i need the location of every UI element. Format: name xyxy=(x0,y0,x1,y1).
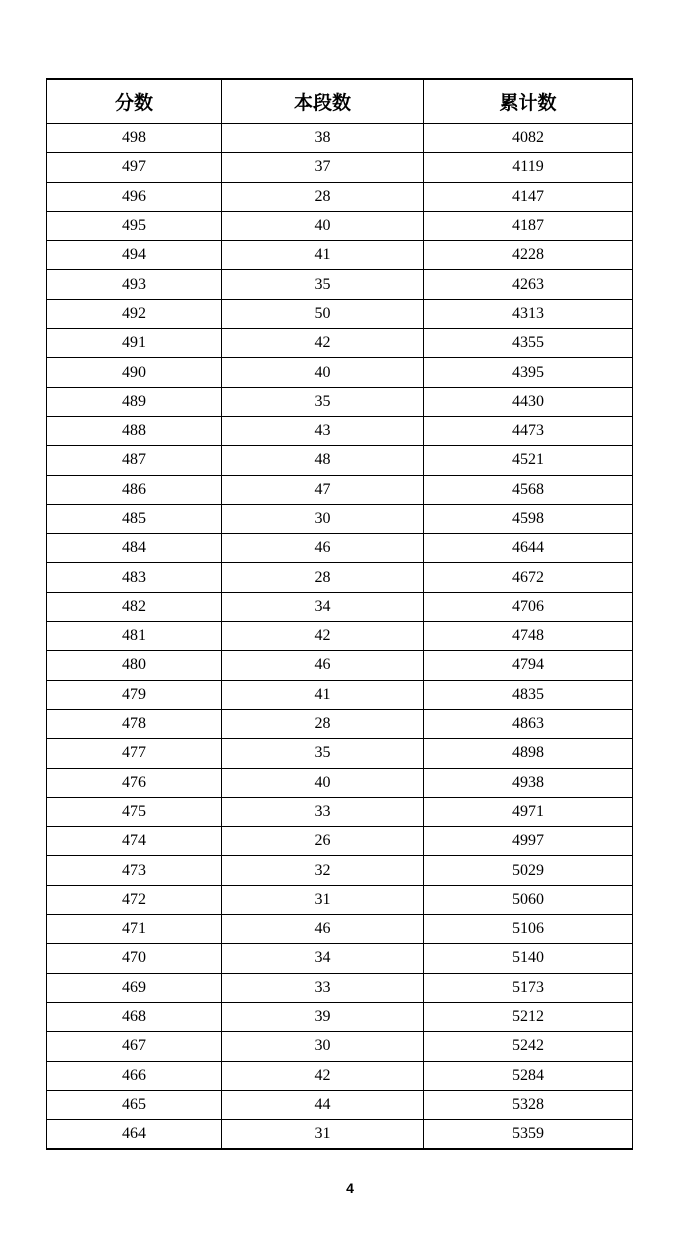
table-row xyxy=(47,1002,633,1031)
score-cell: 491 xyxy=(47,329,222,358)
score-cell: 485 xyxy=(47,504,222,533)
table-row xyxy=(47,1032,633,1061)
cumulative-count-cell: 5284 xyxy=(424,1061,633,1090)
cumulative-count-cell: 5359 xyxy=(424,1120,633,1150)
segment-count-cell: 41 xyxy=(222,241,424,270)
cumulative-count-cell: 4794 xyxy=(424,651,633,680)
page-number: 4 xyxy=(346,1180,354,1196)
segment-count-cell: 50 xyxy=(222,299,424,328)
table-row xyxy=(47,211,633,240)
score-cell: 478 xyxy=(47,709,222,738)
segment-count-cell: 28 xyxy=(222,709,424,738)
score-cell: 472 xyxy=(47,885,222,914)
score-cell: 471 xyxy=(47,915,222,944)
cumulative-count-cell: 5242 xyxy=(424,1032,633,1061)
segment-count-cell: 35 xyxy=(222,739,424,768)
score-cell: 486 xyxy=(47,475,222,504)
score-cell: 498 xyxy=(47,124,222,153)
score-distribution-table xyxy=(46,78,633,1150)
table-row xyxy=(47,768,633,797)
table-row xyxy=(47,504,633,533)
segment-count-cell: 42 xyxy=(222,622,424,651)
score-cell: 481 xyxy=(47,622,222,651)
table-row xyxy=(47,153,633,182)
segment-count-cell: 40 xyxy=(222,768,424,797)
score-cell: 464 xyxy=(47,1120,222,1150)
table-row xyxy=(47,124,633,153)
cumulative-count-cell: 4598 xyxy=(424,504,633,533)
score-cell: 473 xyxy=(47,856,222,885)
table-row xyxy=(47,680,633,709)
score-cell: 466 xyxy=(47,1061,222,1090)
score-cell: 476 xyxy=(47,768,222,797)
cumulative-count-cell: 5173 xyxy=(424,973,633,1002)
segment-count-cell: 28 xyxy=(222,182,424,211)
table-row xyxy=(47,739,633,768)
segment-count-cell: 46 xyxy=(222,651,424,680)
table-row xyxy=(47,534,633,563)
score-cell: 465 xyxy=(47,1090,222,1119)
cumulative-count-cell: 4898 xyxy=(424,739,633,768)
score-cell: 474 xyxy=(47,827,222,856)
segment-count-cell: 37 xyxy=(222,153,424,182)
segment-count-cell: 40 xyxy=(222,211,424,240)
table-row xyxy=(47,915,633,944)
cumulative-count-cell: 4147 xyxy=(424,182,633,211)
table-row xyxy=(47,856,633,885)
score-cell: 489 xyxy=(47,387,222,416)
table-row xyxy=(47,241,633,270)
cumulative-count-cell: 5212 xyxy=(424,1002,633,1031)
segment-count-cell: 44 xyxy=(222,1090,424,1119)
table-row xyxy=(47,973,633,1002)
segment-count-cell: 28 xyxy=(222,563,424,592)
cumulative-count-cell: 4082 xyxy=(424,124,633,153)
score-cell: 487 xyxy=(47,446,222,475)
segment-count-cell: 48 xyxy=(222,446,424,475)
table-row xyxy=(47,299,633,328)
segment-count-cell: 30 xyxy=(222,1032,424,1061)
segment-count-cell: 34 xyxy=(222,592,424,621)
cumulative-count-cell: 4748 xyxy=(424,622,633,651)
score-cell: 494 xyxy=(47,241,222,270)
segment-count-cell: 43 xyxy=(222,416,424,445)
segment-count-cell: 33 xyxy=(222,973,424,1002)
header-score: 分数 xyxy=(47,79,222,124)
score-cell: 493 xyxy=(47,270,222,299)
segment-count-cell: 31 xyxy=(222,1120,424,1150)
cumulative-count-cell: 4119 xyxy=(424,153,633,182)
cumulative-count-cell: 4313 xyxy=(424,299,633,328)
cumulative-count-cell: 5328 xyxy=(424,1090,633,1119)
table-row xyxy=(47,622,633,651)
score-cell: 492 xyxy=(47,299,222,328)
score-cell: 479 xyxy=(47,680,222,709)
segment-count-cell: 41 xyxy=(222,680,424,709)
cumulative-count-cell: 4863 xyxy=(424,709,633,738)
table-row xyxy=(47,387,633,416)
table-row xyxy=(47,416,633,445)
table-row xyxy=(47,827,633,856)
table-row xyxy=(47,475,633,504)
score-cell: 468 xyxy=(47,1002,222,1031)
cumulative-count-cell: 4971 xyxy=(424,797,633,826)
segment-count-cell: 31 xyxy=(222,885,424,914)
segment-count-cell: 33 xyxy=(222,797,424,826)
segment-count-cell: 46 xyxy=(222,915,424,944)
segment-count-cell: 40 xyxy=(222,358,424,387)
score-cell: 483 xyxy=(47,563,222,592)
table-row xyxy=(47,329,633,358)
table-row xyxy=(47,797,633,826)
table-row xyxy=(47,563,633,592)
header-cumulative-count: 累计数 xyxy=(424,79,633,124)
cumulative-count-cell: 4568 xyxy=(424,475,633,504)
cumulative-count-cell: 4187 xyxy=(424,211,633,240)
cumulative-count-cell: 4395 xyxy=(424,358,633,387)
cumulative-count-cell: 4355 xyxy=(424,329,633,358)
table-row xyxy=(47,885,633,914)
segment-count-cell: 35 xyxy=(222,387,424,416)
table-row xyxy=(47,592,633,621)
score-cell: 484 xyxy=(47,534,222,563)
cumulative-count-cell: 5029 xyxy=(424,856,633,885)
cumulative-count-cell: 4473 xyxy=(424,416,633,445)
table-row xyxy=(47,1061,633,1090)
segment-count-cell: 34 xyxy=(222,944,424,973)
score-cell: 495 xyxy=(47,211,222,240)
score-cell: 469 xyxy=(47,973,222,1002)
segment-count-cell: 42 xyxy=(222,1061,424,1090)
cumulative-count-cell: 4672 xyxy=(424,563,633,592)
cumulative-count-cell: 5140 xyxy=(424,944,633,973)
segment-count-cell: 30 xyxy=(222,504,424,533)
cumulative-count-cell: 4228 xyxy=(424,241,633,270)
segment-count-cell: 35 xyxy=(222,270,424,299)
table-body xyxy=(47,124,633,1150)
score-cell: 467 xyxy=(47,1032,222,1061)
table-row xyxy=(47,1120,633,1150)
table-row xyxy=(47,182,633,211)
segment-count-cell: 47 xyxy=(222,475,424,504)
segment-count-cell: 42 xyxy=(222,329,424,358)
score-cell: 490 xyxy=(47,358,222,387)
cumulative-count-cell: 4706 xyxy=(424,592,633,621)
cumulative-count-cell: 4938 xyxy=(424,768,633,797)
score-cell: 496 xyxy=(47,182,222,211)
score-cell: 480 xyxy=(47,651,222,680)
table-header xyxy=(47,79,633,124)
table-row xyxy=(47,709,633,738)
cumulative-count-cell: 5060 xyxy=(424,885,633,914)
score-cell: 497 xyxy=(47,153,222,182)
table-row xyxy=(47,270,633,299)
score-cell: 488 xyxy=(47,416,222,445)
score-cell: 470 xyxy=(47,944,222,973)
segment-count-cell: 39 xyxy=(222,1002,424,1031)
cumulative-count-cell: 4263 xyxy=(424,270,633,299)
cumulative-count-cell: 4835 xyxy=(424,680,633,709)
segment-count-cell: 32 xyxy=(222,856,424,885)
segment-count-cell: 46 xyxy=(222,534,424,563)
cumulative-count-cell: 4644 xyxy=(424,534,633,563)
table-row xyxy=(47,944,633,973)
table-row xyxy=(47,1090,633,1119)
table-row xyxy=(47,651,633,680)
segment-count-cell: 26 xyxy=(222,827,424,856)
score-cell: 475 xyxy=(47,797,222,826)
table-row xyxy=(47,446,633,475)
header-row xyxy=(47,79,633,124)
score-cell: 482 xyxy=(47,592,222,621)
header-segment-count: 本段数 xyxy=(222,79,424,124)
cumulative-count-cell: 4521 xyxy=(424,446,633,475)
cumulative-count-cell: 4430 xyxy=(424,387,633,416)
cumulative-count-cell: 4997 xyxy=(424,827,633,856)
segment-count-cell: 38 xyxy=(222,124,424,153)
score-cell: 477 xyxy=(47,739,222,768)
cumulative-count-cell: 5106 xyxy=(424,915,633,944)
table-row xyxy=(47,358,633,387)
